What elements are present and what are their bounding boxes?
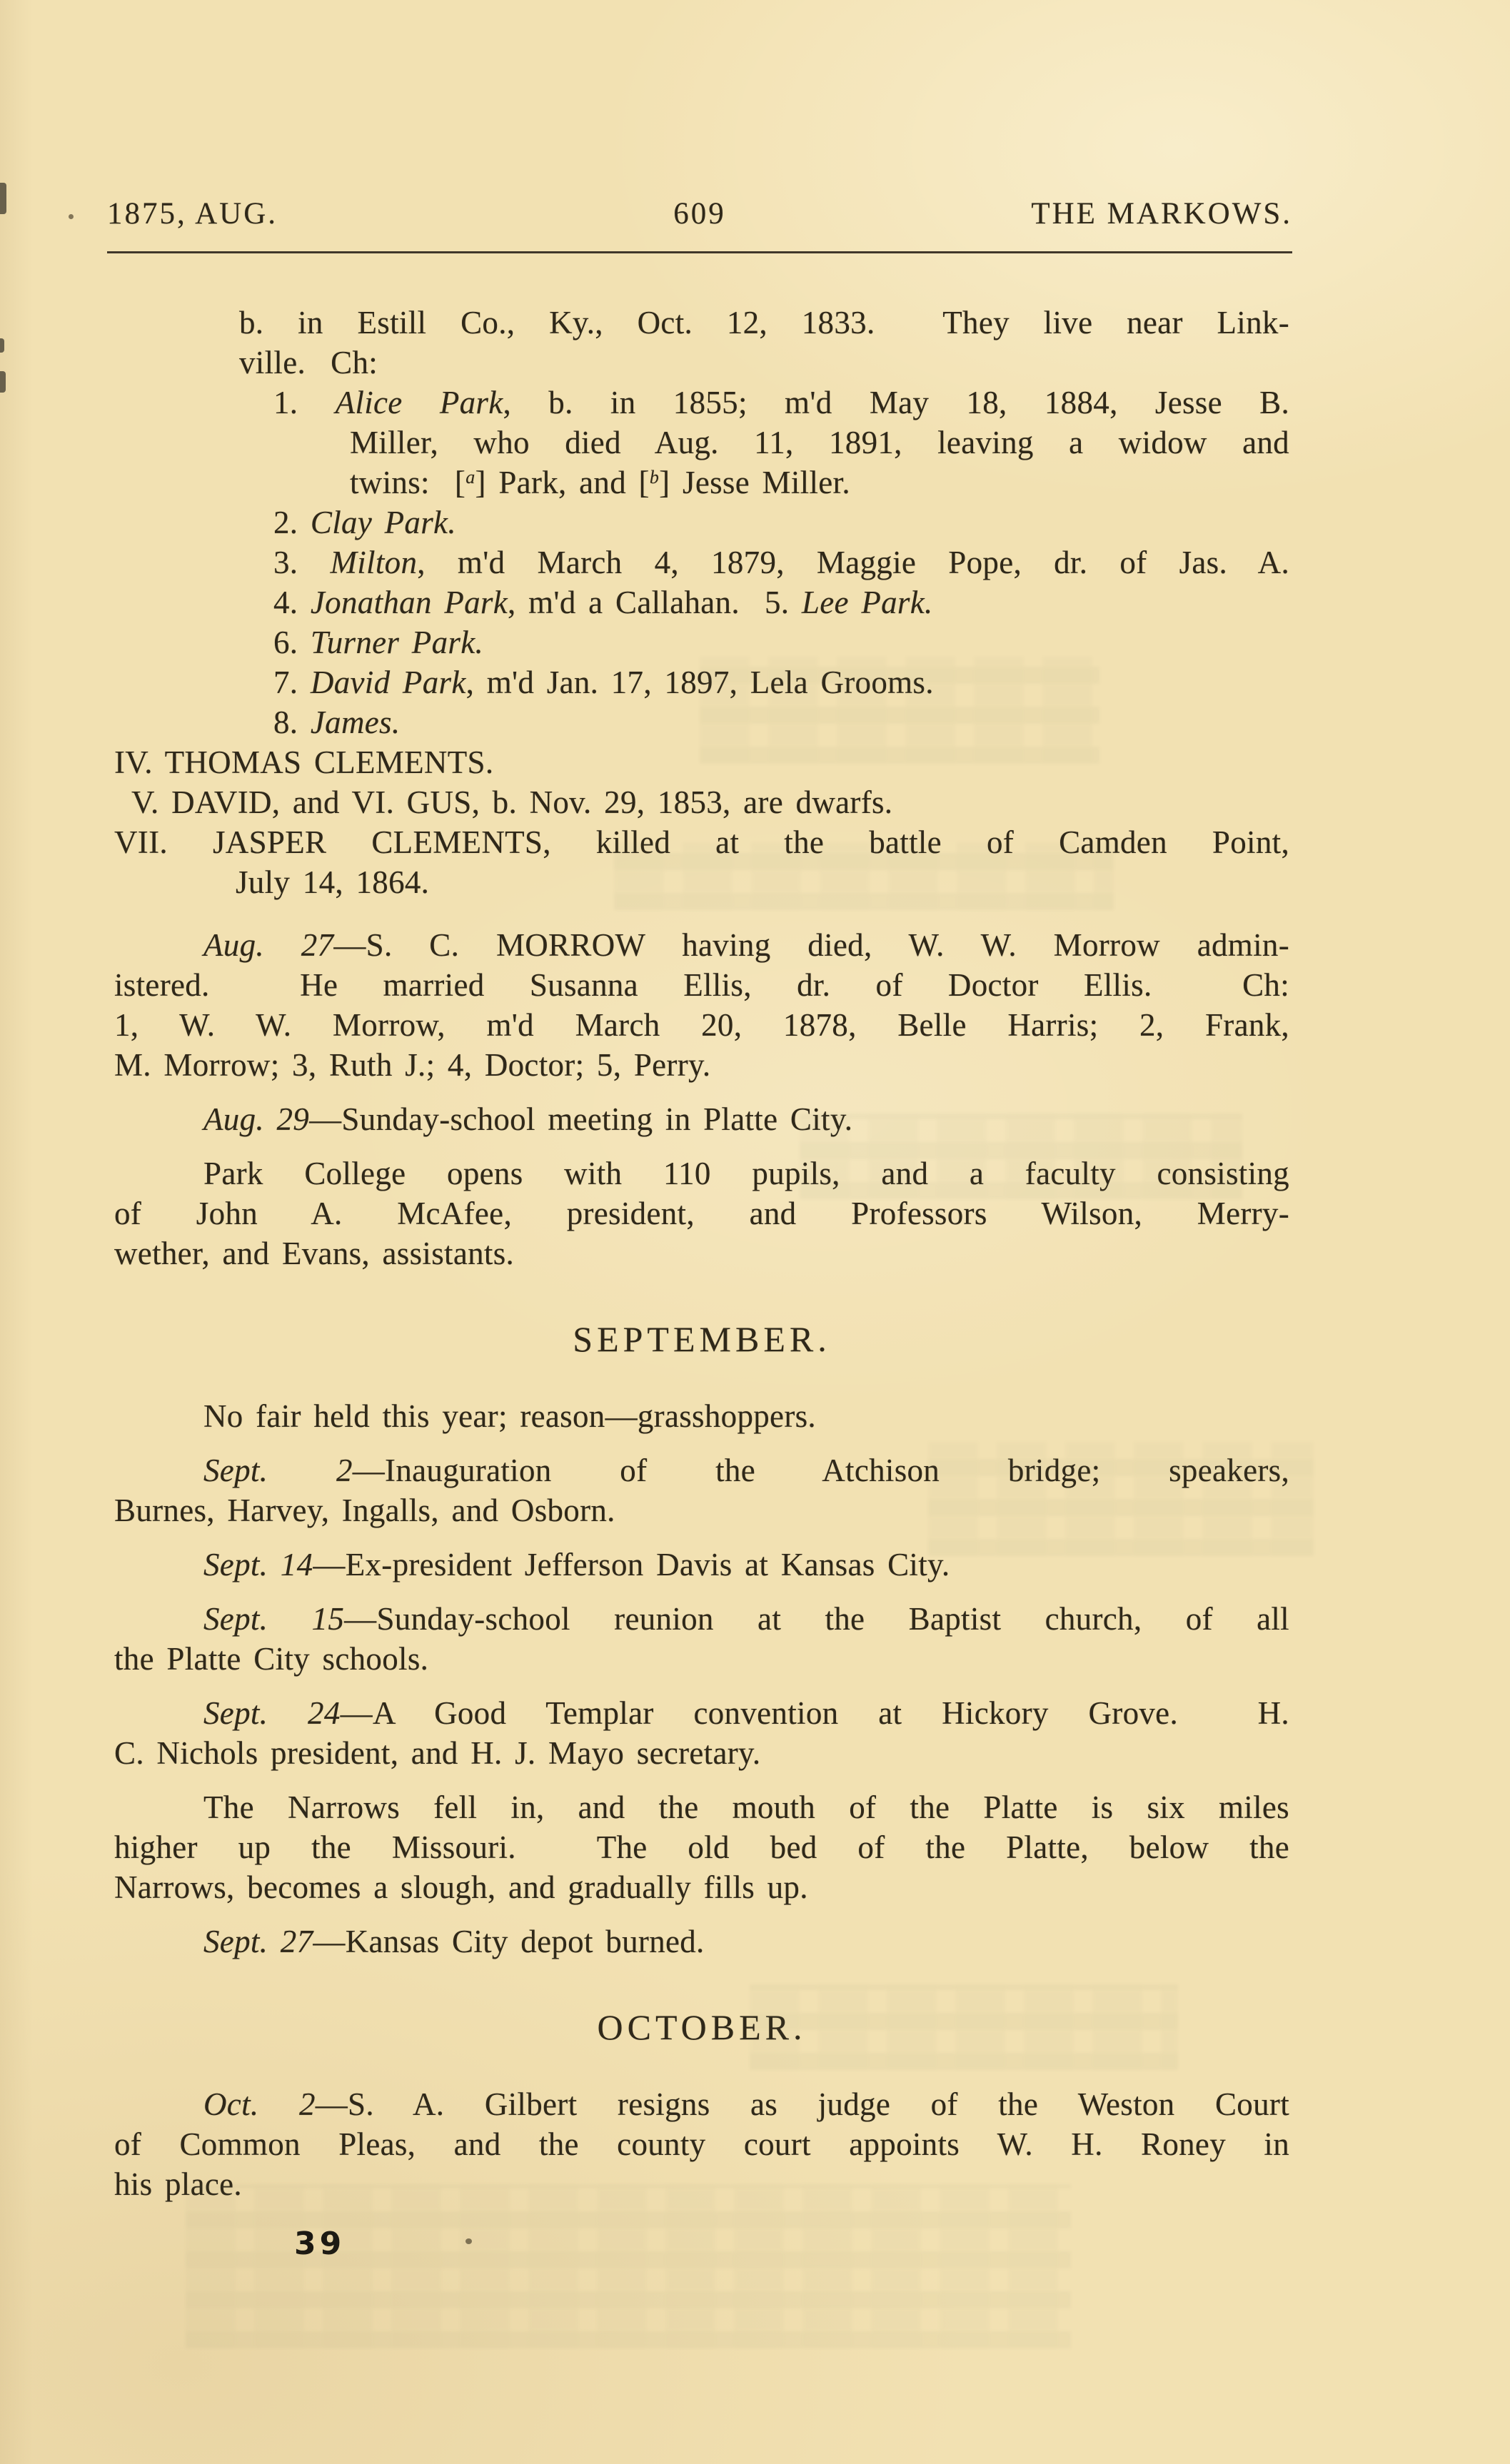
text-run: , b. in 1855; m'd May 18, 1884, Jesse B. <box>503 385 1289 420</box>
text-line <box>114 1193 1289 1233</box>
text-block <box>114 1693 1289 1773</box>
text-block <box>114 503 1289 542</box>
italic-text: Jonathan Park <box>310 585 508 620</box>
scan-edge-mark <box>0 183 6 214</box>
text-line <box>114 2164 1289 2204</box>
text-line <box>114 303 1289 343</box>
text-run: 1, W. W. Morrow, m'd March 20, 1878, Belle Harris; 2, Frank, <box>114 1007 1289 1043</box>
italic-text: Aug. 27 <box>203 927 334 963</box>
text-line <box>114 423 1289 463</box>
text-run: The Narrows fell in, and the mouth of the Platte is six miles <box>203 1789 1289 1825</box>
text-line <box>114 1005 1289 1045</box>
text-block <box>114 303 1289 383</box>
text-run: Burnes, Harvey, Ingalls, and Osborn. <box>114 1493 615 1528</box>
text-line <box>114 702 1289 742</box>
text-run: Park College opens with 110 pupils, and a faculty consisting <box>203 1156 1289 1191</box>
text-line <box>114 503 1289 542</box>
scan-speck <box>69 214 74 219</box>
text-run: ] Park, and [ <box>475 465 650 500</box>
italic-text: Turner Park. <box>310 625 484 660</box>
italic-text: Sept. 15 <box>203 1601 345 1637</box>
header-running-title: THE MARKOWS. <box>1031 197 1292 231</box>
text-line <box>114 1319 1289 1359</box>
text-block <box>114 702 1289 742</box>
text-run: V. DAVID, and VI. GUS, b. Nov. 29, 1853, are dwarfs. <box>131 784 893 820</box>
italic-text: Alice Park <box>335 385 503 420</box>
scan-edge-mark <box>0 338 4 353</box>
text-line <box>114 1450 1289 1490</box>
text-block <box>114 1099 1289 1139</box>
text-run: 2. <box>273 505 311 540</box>
content <box>114 303 1289 2264</box>
text-run: July 14, 1864. <box>236 864 430 900</box>
text-line <box>114 1599 1289 1639</box>
text-run: twins: [ <box>350 465 466 500</box>
text-run: higher up the Missouri. The old bed of the Platte, below the <box>114 1829 1289 1865</box>
text-line <box>114 2007 1289 2047</box>
text-line <box>114 662 1289 702</box>
italic-text: Clay Park. <box>310 505 456 540</box>
text-line <box>114 343 1289 383</box>
scan-edge-mark <box>0 371 6 393</box>
text-line <box>114 582 1289 622</box>
text-run: wether, and Evans, assistants. <box>114 1236 515 1271</box>
text-run: of John A. McAfee, president, and Professors Wilson, Merry- <box>114 1196 1289 1231</box>
text-block <box>114 542 1289 582</box>
text-line <box>114 862 1289 902</box>
text-run: the Platte City schools. <box>114 1641 429 1677</box>
text-run: 4. <box>273 585 311 620</box>
text-run: 3. <box>273 545 331 580</box>
text-line <box>114 1827 1289 1867</box>
scan-speck <box>465 2238 472 2244</box>
text-line <box>114 1045 1289 1085</box>
text-line <box>114 1787 1289 1827</box>
text-block <box>114 1922 1289 1961</box>
superscript-letter: b <box>649 467 660 488</box>
text-line <box>114 1922 1289 1961</box>
text-block <box>114 1545 1289 1585</box>
text-run: istered. He married Susanna Ellis, dr. of Doctor Ellis. Ch: <box>114 967 1289 1003</box>
header-page-number: 609 <box>673 197 726 231</box>
section-heading <box>114 1319 1289 1359</box>
text-line <box>114 1233 1289 1273</box>
text-block <box>114 582 1289 622</box>
italic-text: James. <box>310 705 401 740</box>
text-run: SEPTEMBER. <box>573 1319 831 1359</box>
text-run: 7. <box>273 665 311 700</box>
italic-text: Milton <box>330 545 418 580</box>
text-run: —S. C. MORROW having died, W. W. Morrow admin- <box>333 927 1289 963</box>
header-rule <box>107 251 1292 253</box>
text-run: ] Jesse Miller. <box>659 465 850 500</box>
text-line <box>114 542 1289 582</box>
text-line <box>114 925 1289 965</box>
text-line <box>114 2224 1289 2264</box>
section-heading <box>114 2007 1289 2047</box>
text-run: 6. <box>273 625 311 660</box>
text-run: Narrows, becomes a slough, and gradually fills up. <box>114 1869 808 1905</box>
text-line <box>114 2124 1289 2164</box>
text-run: IV. THOMAS CLEMENTS. <box>114 744 494 780</box>
text-line <box>114 1153 1289 1193</box>
text-run: C. Nichols president, and H. J. Mayo secretary. <box>114 1735 761 1771</box>
text-line <box>114 1396 1289 1436</box>
text-line <box>114 822 1289 862</box>
header-date: 1875, AUG. <box>107 197 278 231</box>
text-run: Miller, who died Aug. 11, 1891, leaving a widow and <box>350 425 1289 460</box>
text-block <box>114 662 1289 702</box>
text-line <box>114 1099 1289 1139</box>
text-run: —Sunday-school reunion at the Baptist church, of all <box>344 1601 1289 1637</box>
text-block <box>114 383 1289 503</box>
text-run: —Inauguration of the Atchison bridge; speakers, <box>352 1453 1289 1488</box>
italic-text: Aug. 29 <box>203 1101 310 1137</box>
text-run: , m'd March 4, 1879, Maggie Pope, dr. of Jas. A. <box>417 545 1289 580</box>
italic-text: Sept. 2 <box>203 1453 353 1488</box>
text-run: —Kansas City depot burned. <box>313 1924 705 1959</box>
text-run: 8. <box>273 705 311 740</box>
superscript-letter: a <box>465 467 475 488</box>
text-line <box>114 1733 1289 1773</box>
text-block <box>114 782 1289 822</box>
text-block <box>114 1787 1289 1907</box>
text-run: of Common Pleas, and the county court appoints W. H. Roney in <box>114 2126 1289 2162</box>
text-line <box>114 965 1289 1005</box>
page-header <box>107 194 1292 234</box>
text-block <box>114 1153 1289 1273</box>
text-run: —Ex-president Jefferson Davis at Kansas City. <box>313 1547 950 1582</box>
text-block <box>114 742 1289 782</box>
text-block <box>114 1599 1289 1679</box>
text-line <box>114 1639 1289 1679</box>
text-line <box>114 2084 1289 2124</box>
text-run: —S. A. Gilbert resigns as judge of the Weston Court <box>315 2086 1289 2122</box>
italic-text: Sept. 27 <box>203 1924 313 1959</box>
text-run: M. Morrow; 3, Ruth J.; 4, Doctor; 5, Perry. <box>114 1047 711 1083</box>
text-run: b. in Estill Co., Ky., Oct. 12, 1833. They live near Link- <box>239 305 1289 340</box>
text-line <box>114 742 1289 782</box>
text-line <box>114 463 1289 503</box>
text-block <box>114 1450 1289 1530</box>
text-run: OCTOBER. <box>597 2007 807 2047</box>
text-line <box>114 1490 1289 1530</box>
text-line <box>114 1867 1289 1907</box>
text-run: , m'd a Callahan. 5. <box>508 585 802 620</box>
text-run: , m'd Jan. 17, 1897, Lela Grooms. <box>465 665 934 700</box>
italic-text: Lee Park. <box>801 585 933 620</box>
italic-text: David Park <box>310 665 466 700</box>
text-run: No fair held this year; reason—grasshoppers. <box>203 1398 816 1434</box>
text-run: 1. <box>273 385 336 420</box>
text-block <box>114 622 1289 662</box>
text-line <box>114 782 1289 822</box>
text-run: —Sunday-school meeting in Platte City. <box>309 1101 853 1137</box>
text-block <box>114 925 1289 1085</box>
text-run: VII. JASPER CLEMENTS, killed at the battle of Camden Point, <box>114 824 1289 860</box>
text-run: 39 <box>294 2226 346 2262</box>
text-line <box>114 1545 1289 1585</box>
text-run: ville. Ch: <box>239 345 378 380</box>
text-block <box>114 2084 1289 2204</box>
italic-text: Sept. 24 <box>203 1695 341 1731</box>
text-block <box>114 1396 1289 1436</box>
italic-text: Oct. 2 <box>203 2086 316 2122</box>
italic-text: Sept. 14 <box>203 1547 313 1582</box>
text-line <box>114 383 1289 423</box>
text-line <box>114 1693 1289 1733</box>
text-run: his place. <box>114 2166 242 2202</box>
text-block <box>114 822 1289 902</box>
signature-number <box>114 2224 1289 2264</box>
text-line <box>114 622 1289 662</box>
text-run: —A Good Templar convention at Hickory Grove. H. <box>340 1695 1289 1731</box>
